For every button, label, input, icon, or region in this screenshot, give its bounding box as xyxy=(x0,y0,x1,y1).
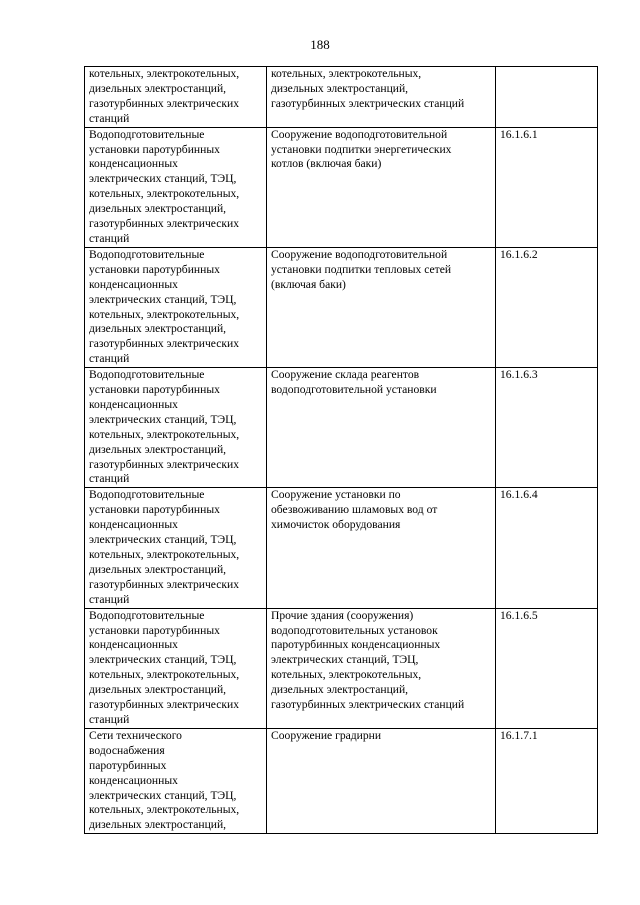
object-text: Водоподготовительные установки паротурбинных конденсационных электрических станций, ТЭЦ, котельных, электрокотельных, дизельных электростанций, газотурбинных электрических станций xyxy=(89,247,240,366)
structure-text: Сооружение установки по обезвоживанию шламовых вод от химочисток оборудования xyxy=(271,488,438,532)
code-text: 16.1.6.1 xyxy=(500,127,538,141)
structure-cell xyxy=(267,488,496,608)
object-cell xyxy=(85,728,267,833)
structure-text: Прочие здания (сооружения) водоподготовительных установок паротурбинных конденсационных электрических станций, ТЭЦ, котельных, электрокотельных, дизельных электростанций, газотурбинных электрических станций xyxy=(271,608,465,712)
structure-cell xyxy=(267,247,496,367)
code-text: 16.1.6.4 xyxy=(500,488,538,502)
code-cell xyxy=(496,67,598,128)
code-cell xyxy=(496,728,598,833)
object-cell xyxy=(85,368,267,488)
object-cell xyxy=(85,608,267,728)
object-text: Сети технического водоснабжения паротурбинных конденсационных электрических станций, ТЭЦ, котельных, электрокотельных, дизельных электростанций, xyxy=(89,728,240,832)
object-text: Водоподготовительные установки паротурбинных конденсационных электрических станций, ТЭЦ, котельных, электрокотельных, дизельных электростанций, газотурбинных электрических станций xyxy=(89,488,240,606)
code-cell xyxy=(496,368,598,488)
object-cell xyxy=(85,67,267,128)
table-row xyxy=(85,608,598,728)
object-text: Водоподготовительные установки паротурбинных конденсационных электрических станций, ТЭЦ, котельных, электрокотельных, дизельных электростанций, газотурбинных электрических станций xyxy=(89,608,240,726)
structure-cell xyxy=(267,608,496,728)
code-text: 16.1.6.2 xyxy=(500,247,538,261)
table-row xyxy=(85,488,598,608)
object-text: Водоподготовительные установки паротурбинных конденсационных электрических станций, ТЭЦ, котельных, электрокотельных, дизельных электростанций, газотурбинных электрических станций xyxy=(89,127,240,245)
code-cell xyxy=(496,127,598,247)
structure-text: Сооружение градирни xyxy=(271,728,382,742)
structure-text: Сооружение склада реагентов водоподготовительной установки xyxy=(271,368,437,397)
code-cell xyxy=(496,247,598,367)
structure-cell xyxy=(267,368,496,488)
code-cell xyxy=(496,488,598,608)
structure-text: Сооружение водоподготовительной установки подпитки энергетических котлов (включая баки) xyxy=(271,127,452,171)
table-row xyxy=(85,127,598,247)
object-cell xyxy=(85,488,267,608)
code-text: 16.1.6.5 xyxy=(500,608,538,622)
code-cell xyxy=(496,608,598,728)
table-row xyxy=(85,67,598,128)
classification-table xyxy=(84,66,598,834)
page-number: 188 xyxy=(310,37,330,52)
object-cell xyxy=(85,247,267,367)
code-text: 16.1.7.1 xyxy=(500,728,538,742)
structure-text: Сооружение водоподготовительной установки подпитки тепловых сетей (включая баки) xyxy=(271,247,452,291)
table-row xyxy=(85,728,598,833)
table-row xyxy=(85,247,598,367)
structure-cell xyxy=(267,127,496,247)
object-text: котельных, электрокотельных, дизельных электростанций, газотурбинных электрических станций xyxy=(89,67,240,125)
object-cell xyxy=(85,127,267,247)
structure-cell xyxy=(267,67,496,128)
structure-cell xyxy=(267,728,496,833)
object-text: Водоподготовительные установки паротурбинных конденсационных электрических станций, ТЭЦ, котельных, электрокотельных, дизельных электростанций, газотурбинных электрических станций xyxy=(89,368,240,486)
code-text: 16.1.6.3 xyxy=(500,368,538,382)
table-row xyxy=(85,368,598,488)
structure-text: котельных, электрокотельных, дизельных электростанций, газотурбинных электрических станций xyxy=(271,67,465,110)
